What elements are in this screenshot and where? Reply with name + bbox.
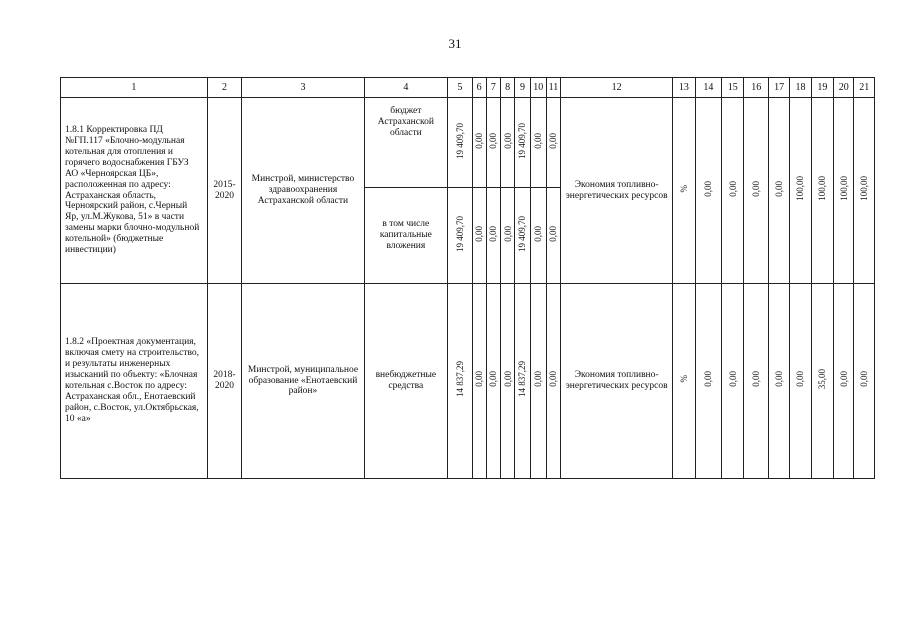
col-header: 2	[207, 78, 242, 98]
measure-name-cell	[61, 98, 208, 284]
source-cell	[364, 284, 448, 479]
period: 2018-2020	[213, 370, 236, 391]
value-cell	[448, 284, 472, 479]
value: 0,00	[727, 180, 738, 197]
col-header: 10	[530, 78, 546, 98]
value: 14 837,29	[517, 361, 528, 398]
value: 0,00	[488, 225, 499, 242]
table-row	[61, 284, 875, 479]
value: 100,00	[795, 176, 806, 201]
value-cell	[448, 98, 472, 188]
value-cell	[515, 188, 530, 284]
value-cell	[546, 284, 560, 479]
indicator-cell	[561, 284, 673, 479]
value: 35,00	[817, 368, 828, 390]
col-header: 8	[501, 78, 515, 98]
value: 0,00	[502, 225, 513, 242]
value-cell	[811, 284, 833, 479]
value-cell	[834, 98, 854, 284]
value: 0,00	[488, 132, 499, 149]
col-header: 4	[364, 78, 448, 98]
value-cell	[515, 98, 530, 188]
executor-cell	[242, 284, 364, 479]
period-cell	[207, 98, 242, 284]
measure-name: 1.8.1 Корректировка ПД №ГП.117 «Блочно-модульная котельная для отопления и горячего водоснабжения ГБУЗ АО «Черноярская ЦБ», расположенная по адресу: Астраханская область, Черноярский район, с.Черный Яр, ул.М.Жукова, 51» в части замены марки блочно-модульной котельной» (бюджетные инвестиции)	[65, 124, 200, 256]
value-cell	[695, 98, 721, 284]
value-cell	[744, 284, 768, 479]
value: 0,00	[838, 371, 849, 387]
unit-cell	[673, 98, 695, 284]
col-header: 20	[834, 78, 854, 98]
value: 19 409,70	[454, 215, 465, 252]
funding-source: внебюджетные средства	[375, 370, 437, 391]
value-cell	[744, 98, 768, 284]
col-header: 3	[242, 78, 364, 98]
col-header: 17	[768, 78, 789, 98]
value: 19 409,70	[517, 122, 528, 159]
value: 100,00	[817, 176, 828, 201]
funding-source: в том числе капитальные вложения	[379, 219, 432, 251]
value: 19 409,70	[517, 215, 528, 252]
header-row	[61, 78, 875, 98]
value-cell	[515, 284, 530, 479]
col-header: 13	[673, 78, 695, 98]
value-cell	[448, 188, 472, 284]
col-header: 19	[811, 78, 833, 98]
value-cell	[854, 284, 875, 479]
value-cell	[722, 98, 744, 284]
value-cell	[854, 98, 875, 284]
value: 14 837,29	[454, 361, 465, 398]
col-header: 11	[546, 78, 560, 98]
value-cell	[530, 284, 546, 479]
value-cell	[695, 284, 721, 479]
value-cell	[486, 98, 500, 188]
value: 0,00	[533, 225, 544, 242]
value: 0,00	[474, 371, 484, 387]
source-cell	[364, 98, 448, 188]
value-cell	[530, 98, 546, 188]
funding-source: бюджет Астраханской области	[377, 106, 434, 138]
value: 0,00	[795, 371, 806, 387]
value: 0,00	[474, 225, 484, 242]
source-cell	[364, 188, 448, 284]
value-cell	[530, 188, 546, 284]
value: 100,00	[859, 176, 870, 201]
value: 0,00	[548, 371, 559, 387]
value: 0,00	[859, 371, 870, 387]
col-header: 21	[854, 78, 875, 98]
value-cell	[546, 188, 560, 284]
period: 2015-2020	[213, 179, 236, 201]
value: 0,00	[533, 132, 544, 149]
value: 0,00	[773, 180, 784, 197]
col-header: 5	[448, 78, 472, 98]
value-cell	[790, 284, 811, 479]
value-cell	[472, 188, 486, 284]
value: 0,00	[751, 180, 762, 197]
unit-cell	[673, 284, 695, 479]
measure-name-cell	[61, 284, 208, 479]
col-header: 12	[561, 78, 673, 98]
value: 0,00	[502, 132, 513, 149]
col-header: 9	[515, 78, 530, 98]
value-cell	[486, 188, 500, 284]
indicator: Экономия топливно-энергетических ресурсов	[565, 370, 668, 391]
indicator: Экономия топливно-энергетических ресурсов	[565, 179, 668, 201]
value: 0,00	[502, 371, 513, 387]
executor-cell	[242, 98, 364, 284]
value-cell	[811, 98, 833, 284]
col-header: 6	[472, 78, 486, 98]
value: 100,00	[838, 176, 849, 201]
value: 0,00	[703, 371, 714, 387]
executor: Минстрой, министерство здравоохранения Астраханской области	[251, 174, 355, 206]
value-cell	[501, 98, 515, 188]
value: 0,00	[474, 132, 484, 149]
value-cell	[834, 284, 854, 479]
program-table	[60, 77, 875, 479]
value: 0,00	[488, 371, 499, 387]
value: 0,00	[751, 371, 762, 387]
value-cell	[486, 284, 500, 479]
value: 19 409,70	[454, 122, 465, 159]
unit: %	[678, 375, 689, 383]
col-header: 15	[722, 78, 744, 98]
executor: Минстрой, муниципальное образование «Енотаевский район»	[247, 364, 359, 397]
value: 0,00	[533, 371, 544, 387]
value-cell	[472, 98, 486, 188]
measure-name: 1.8.2 «Проектная документация, включая смету на строительство, и результаты инженерных изысканий по объекту: «Блочная котельная с.Восток по адресу: Астраханская обл., Енотаевский район, с.Восток, ул.Октябрьская, 10 «а»	[65, 337, 200, 424]
value: 0,00	[703, 180, 714, 197]
value-cell	[790, 98, 811, 284]
value-cell	[472, 284, 486, 479]
col-header: 1	[61, 78, 208, 98]
value: 0,00	[773, 371, 784, 387]
value-cell	[768, 284, 789, 479]
page-number: 31	[448, 36, 462, 51]
indicator-cell	[561, 98, 673, 284]
value-cell	[501, 188, 515, 284]
period-cell	[207, 284, 242, 479]
value: 0,00	[727, 371, 738, 387]
value-cell	[546, 98, 560, 188]
value-cell	[768, 98, 789, 284]
value-cell	[501, 284, 515, 479]
unit: %	[678, 184, 689, 193]
col-header: 16	[744, 78, 768, 98]
table-row	[61, 98, 875, 188]
value: 0,00	[548, 132, 559, 149]
value-cell	[722, 284, 744, 479]
col-header: 14	[695, 78, 721, 98]
col-header: 18	[790, 78, 811, 98]
value: 0,00	[548, 225, 559, 242]
col-header: 7	[486, 78, 500, 98]
